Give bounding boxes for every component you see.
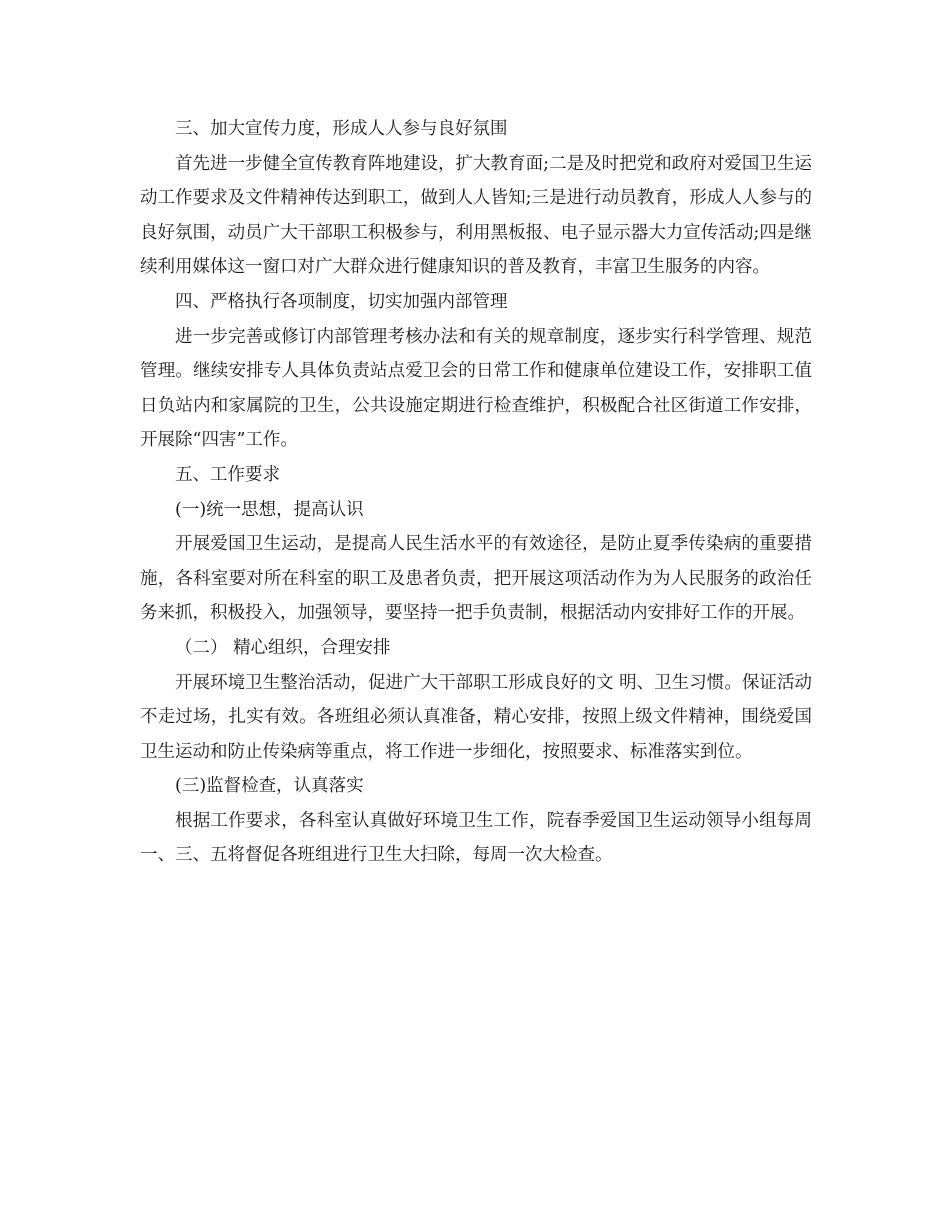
paragraph: 进一步完善或修订内部管理考核办法和有关的规章制度，逐步实行科学管理、规范管理。继续安排专人具体负责站点爱卫会的日常工作和健康单位建设工作，安排职工值日负站内和家属院的卫生，公共设施定期进行检查维护，积极配合社区街道工作安排，开展除“四害”工作。 xyxy=(140,326,812,451)
subheading-1: (一)统一思想，提高认识 xyxy=(175,499,364,520)
section-heading-4: 四、严格执行各项制度，切实加强内部管理 xyxy=(175,291,508,312)
paragraph: 根据工作要求，各科室认真做好环境卫生工作，院春季爱国卫生运动领导小组每周一、三、五将督促各班组进行卫生大扫除，每周一次大检查。 xyxy=(140,810,812,866)
subheading-2: （二） 精心组织，合理安排 xyxy=(175,637,391,658)
document-body xyxy=(140,112,812,873)
section-heading-3: 三、加大宣传力度，形成人人参与良好氛围 xyxy=(175,119,508,139)
paragraph: 开展环境卫生整治活动，促进广大干部职工形成良好的文 明、卫生习惯。保证活动不走过场，扎实有效。各班组必须认真准备，精心安排，按照上级文件精神，围绕爱国卫生运动和防止传染病等重点，将工作进一步细化，按照要求、标准落实到位。 xyxy=(140,672,812,762)
subheading-3: (三)监督检查，认真落实 xyxy=(175,776,364,797)
paragraph: 开展爱国卫生运动，是提高人民生活水平的有效途径，是防止夏季传染病的重要措施，各科室要对所在科室的职工及患者负责，把开展这项活动作为为人民服务的政治任务来抓，积极投入，加强领导，要坚持一把手负责制，根据活动内安排好工作的开展。 xyxy=(140,534,812,624)
paragraph: 首先进一步健全宣传教育阵地建设，扩大教育面;二是及时把党和政府对爱国卫生运动工作要求及文件精神传达到职工，做到人人皆知;三是进行动员教育，形成人人参与的良好氛围，动员广大干部职工积极参与，利用黑板报、电子显示器大力宣传活动;四是继续利用媒体这一窗口对广大群众进行健康知识的普及教育，丰富卫生服务的内容。 xyxy=(140,153,812,278)
section-heading-5: 五、工作要求 xyxy=(175,464,280,485)
